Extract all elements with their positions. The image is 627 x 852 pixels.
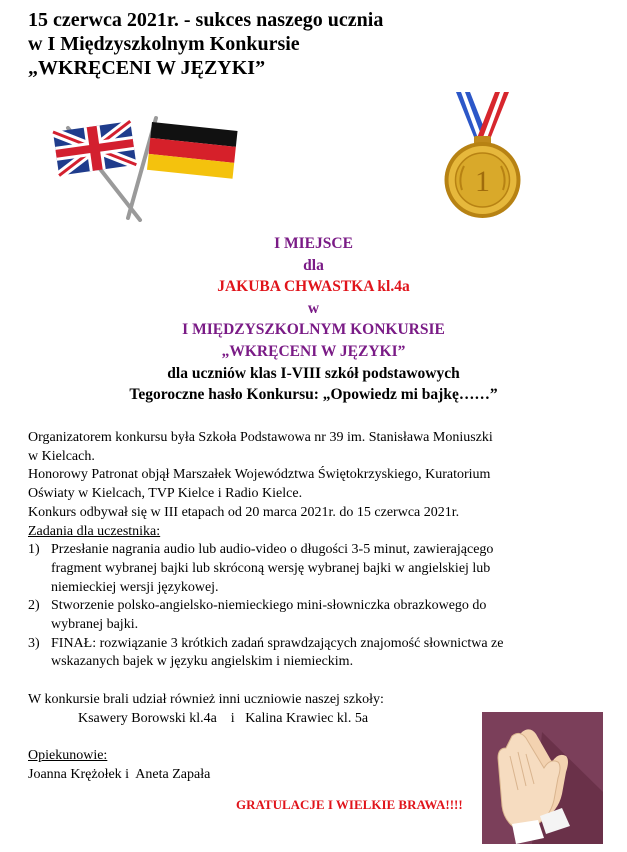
page-title — [28, 8, 383, 80]
gold-medal-icon — [440, 90, 525, 220]
german-flag-icon — [147, 122, 238, 179]
patron-line-2: Oświaty w Kielcach, TVP Kielce i Radio Kielce. — [28, 486, 303, 502]
stages-line: Konkurs odbywał się w III etapach od 20 marca 2021r. do 15 czerwca 2021r. — [28, 504, 460, 520]
patron-line-1: Honorowy Patronat objął Marszałek Województwa Świętokrzyskiego, Kuratorium — [28, 467, 491, 483]
task-line: Stworzenie polsko-angielsko-niemieckiego mini-słowniczka obrazkowego do — [51, 598, 487, 614]
award-block — [0, 233, 627, 406]
award-motto: Tegoroczne hasło Konkursu: „Opowiedz mi bajkę……” — [129, 386, 498, 404]
task-line: FINAŁ: rozwiązanie 3 krótkich zadań sprawdzających znajomość słownictwa ze — [51, 635, 504, 651]
award-student: JAKUBA CHWASTKA kl.4a — [217, 278, 410, 296]
task-line: wskazanych bajek w języku angielskim i niemieckim. — [51, 654, 354, 670]
participants-intro: W konkursie brali udział również inni uczniowie naszej szkoły: — [28, 691, 384, 707]
flags-icon — [48, 110, 248, 222]
task-number: 3) — [28, 635, 40, 651]
award-contest: I MIĘDZYSZKOLNYM KONKURSIE — [182, 321, 445, 339]
tasks-list — [28, 541, 588, 672]
clapping-hands-icon — [482, 712, 603, 844]
participants-names: Ksawery Borowski kl.4a i Kalina Krawiec kl. 5a — [78, 710, 369, 726]
organizer-line-2: w Kielcach. — [28, 448, 95, 464]
task-number: 1) — [28, 542, 40, 558]
task-line: Przesłanie nagrania audio lub audio-video o długości 3-5 minut, zawierającego — [51, 542, 494, 558]
task-number: 2) — [28, 598, 40, 614]
title-line-3: „WKRĘCENI W JĘZYKI” — [28, 57, 266, 79]
task-item — [28, 597, 588, 634]
award-in: w — [307, 299, 320, 317]
task-item — [28, 635, 588, 672]
task-line: niemieckiej wersji językowej. — [51, 579, 219, 595]
award-contest-name: „WKRĘCENI W JĘZYKI” — [221, 342, 406, 360]
award-audience: dla uczniów klas I-VIII szkół podstawowych — [167, 364, 460, 382]
uk-flag-icon — [53, 121, 136, 175]
organizer-line-1: Organizatorem konkursu była Szkoła Podstawowa nr 39 im. Stanisława Moniuszki — [28, 430, 493, 445]
medal-number: 1 — [475, 165, 490, 198]
title-line-2: w I Międzyszkolnym Konkursie — [28, 33, 300, 55]
task-line: fragment wybranej bajki lub skróconą wersję wybranej bajki w angielskiej lub — [51, 560, 491, 576]
task-line: wybranej bajki. — [51, 617, 139, 633]
tasks-heading: Zadania dla uczestnika: — [28, 523, 161, 539]
award-place: I MIEJSCE — [274, 235, 353, 252]
title-line-1: 15 czerwca 2021r. - sukces naszego ucznia — [28, 9, 384, 31]
congratulations-text: GRATULACJE I WIELKIE BRAWA!!!! — [236, 797, 463, 812]
award-for: dla — [303, 256, 324, 274]
supervisors-names: Joanna Krężołek i Aneta Zapała — [28, 766, 211, 782]
supervisors-heading: Opiekunowie: — [28, 747, 108, 763]
task-item — [28, 541, 588, 597]
